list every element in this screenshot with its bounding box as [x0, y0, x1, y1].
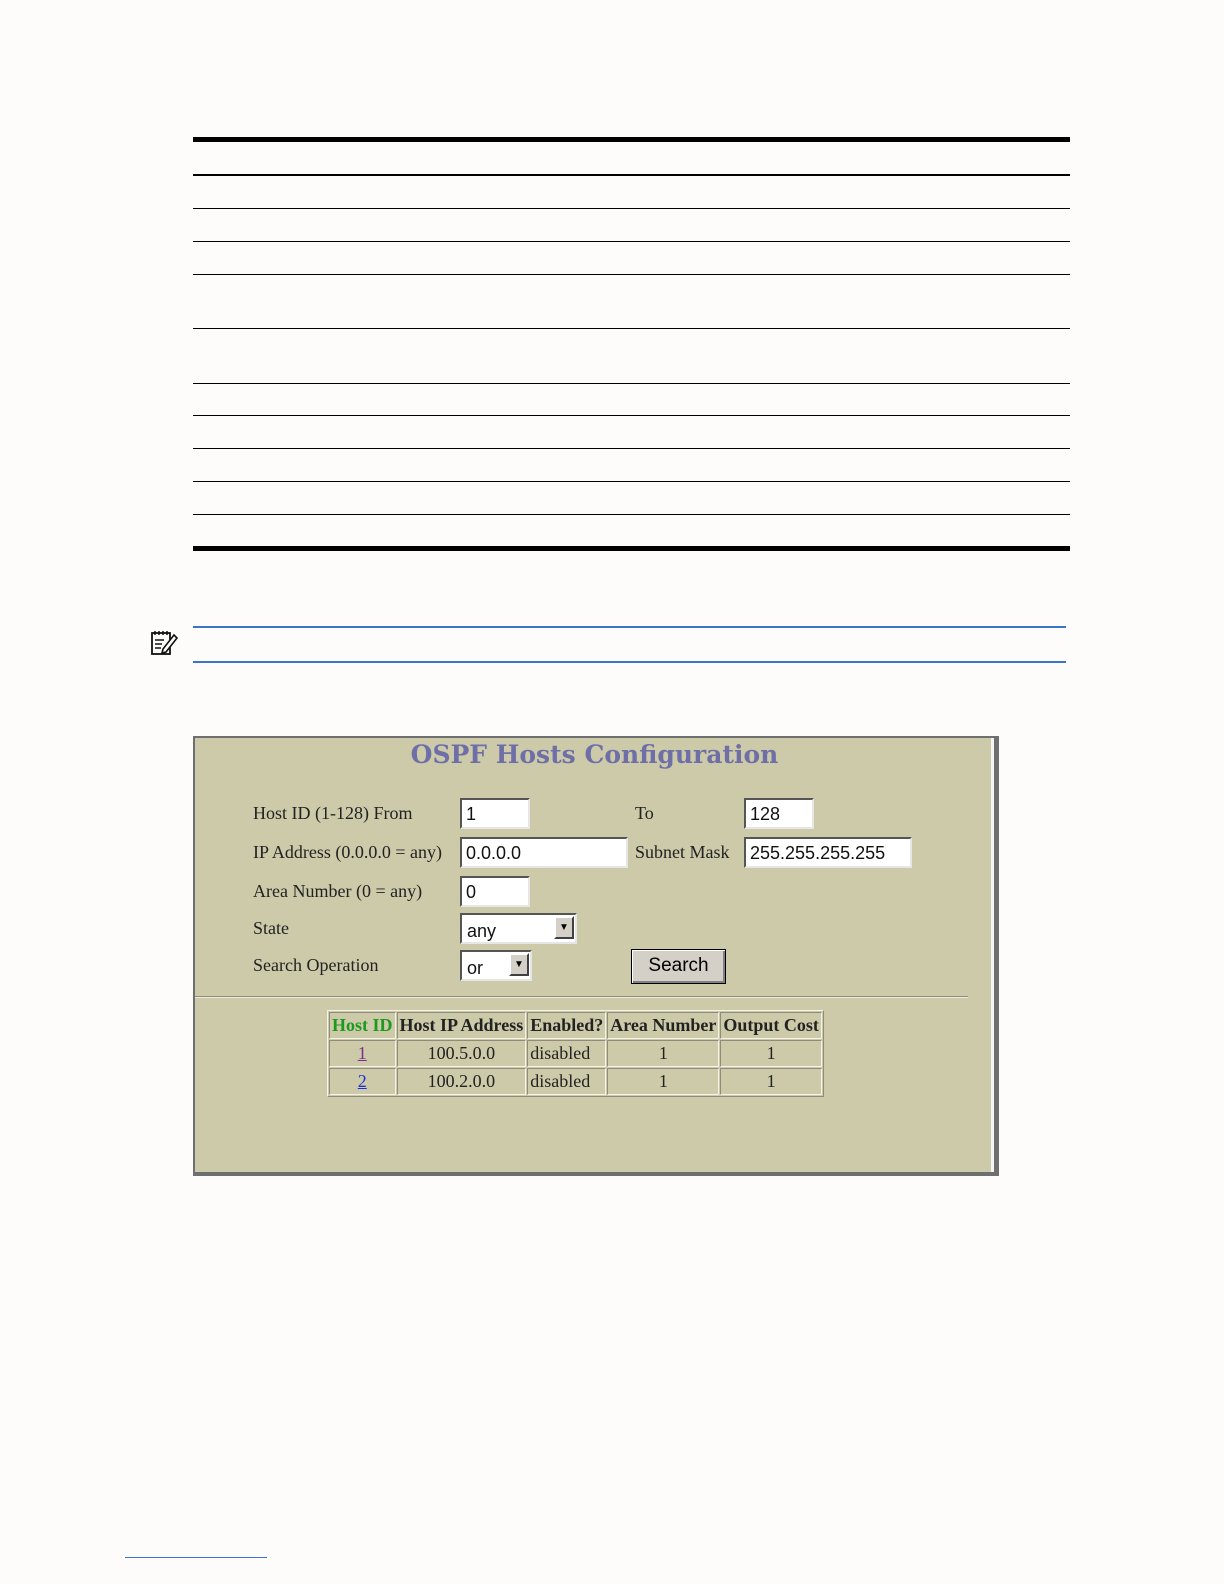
table-row-rule — [193, 328, 1070, 329]
ip-address-input[interactable]: 0.0.0.0 — [460, 837, 628, 868]
table-row — [329, 1068, 822, 1095]
state-label: State — [253, 918, 289, 938]
subnet-mask-input[interactable]: 255.255.255.255 — [744, 837, 912, 868]
cost-cell: 1 — [720, 1068, 822, 1095]
to-label: To — [635, 803, 654, 823]
search-operation-select[interactable] — [460, 950, 532, 981]
table-bottom-rule — [193, 546, 1070, 551]
area-cell: 1 — [607, 1040, 719, 1067]
table-header-rule — [193, 174, 1070, 176]
table-row-rule — [193, 514, 1070, 515]
host-id-cell — [329, 1040, 396, 1067]
table-row-rule — [193, 448, 1070, 449]
table-row-rule — [193, 208, 1070, 209]
table-row-rule — [193, 274, 1070, 275]
state-select[interactable] — [460, 913, 577, 944]
enabled-cell: disabled — [527, 1040, 606, 1067]
host-id-link[interactable]: 1 — [357, 1043, 367, 1063]
host-ip-cell: 100.5.0.0 — [397, 1040, 527, 1067]
ip-address-label: IP Address (0.0.0.0 = any) — [253, 842, 442, 862]
col-output-cost: Output Cost — [720, 1012, 822, 1039]
area-number-label: Area Number (0 = any) — [253, 881, 423, 901]
search-button[interactable]: Search — [631, 949, 726, 984]
search-operation-value: or — [467, 958, 484, 978]
table-row-rule — [193, 481, 1070, 482]
table-header-row — [329, 1012, 822, 1039]
note-icon — [150, 629, 178, 657]
footnote-rule — [125, 1557, 267, 1558]
table-row — [329, 1040, 822, 1067]
panel-title: OSPF Hosts Configuration — [410, 740, 779, 769]
host-id-label: Host ID (1-128) From — [253, 803, 413, 823]
area-cell: 1 — [607, 1068, 719, 1095]
host-id-to-input[interactable]: 128 — [744, 798, 814, 829]
table-top-rule — [193, 137, 1070, 142]
col-area-number: Area Number — [607, 1012, 719, 1039]
host-ip-cell: 100.2.0.0 — [397, 1068, 527, 1095]
col-enabled: Enabled? — [527, 1012, 606, 1039]
subnet-mask-label: Subnet Mask — [635, 842, 730, 862]
enabled-cell: disabled — [527, 1068, 606, 1095]
chevron-down-icon[interactable]: ▼ — [554, 916, 574, 939]
search-operation-label: Search Operation — [253, 955, 379, 975]
table-row-rule — [193, 241, 1070, 242]
table-row-rule — [193, 415, 1070, 416]
note-bottom-rule — [193, 661, 1066, 663]
hosts-table — [327, 1010, 824, 1097]
col-host-ip: Host IP Address — [397, 1012, 527, 1039]
area-number-input[interactable]: 0 — [460, 876, 530, 907]
cost-cell: 1 — [720, 1040, 822, 1067]
note-top-rule — [193, 626, 1066, 628]
host-id-cell — [329, 1068, 396, 1095]
host-id-link[interactable]: 2 — [357, 1071, 367, 1091]
table-row-rule — [193, 383, 1070, 384]
chevron-down-icon[interactable]: ▼ — [509, 953, 529, 976]
col-host-id: Host ID — [329, 1012, 396, 1039]
state-select-value: any — [467, 921, 497, 941]
form-divider — [195, 996, 968, 997]
host-id-from-input[interactable]: 1 — [460, 798, 530, 829]
